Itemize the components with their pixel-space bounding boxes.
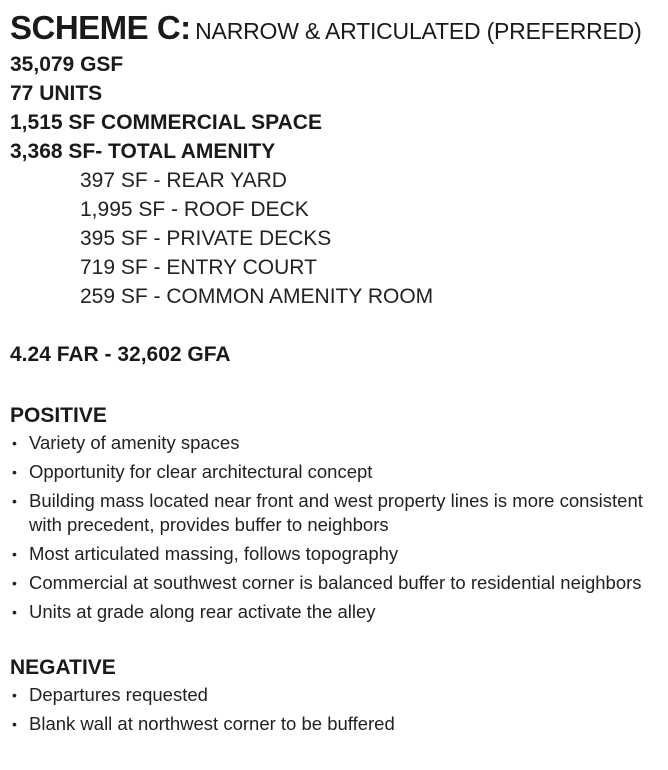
negative-heading: NEGATIVE <box>10 656 116 679</box>
title-subtitle: NARROW & ARTICULATED (PREFERRED) <box>195 18 642 44</box>
bullet-icon: • <box>12 604 17 620</box>
list-item-text: Opportunity for clear architectural concept <box>29 461 373 482</box>
page-title <box>10 6 662 50</box>
list-item <box>10 571 662 595</box>
positive-list <box>10 431 662 624</box>
list-item <box>10 712 662 736</box>
list-item <box>10 600 662 624</box>
stats-block <box>10 50 662 166</box>
amenity-breakdown-list <box>10 166 662 311</box>
list-item <box>10 460 662 484</box>
stat-units: 77 UNITS <box>10 82 103 105</box>
amenity-item-common-room: 259 SF - COMMON AMENITY ROOM <box>80 285 434 308</box>
far-summary: 4.24 FAR - 32,602 GFA <box>10 343 231 366</box>
bullet-icon: • <box>12 435 17 451</box>
bullet-icon: • <box>12 464 17 480</box>
list-item <box>10 542 662 566</box>
title-scheme: SCHEME C: <box>10 9 191 46</box>
bullet-icon: • <box>12 687 17 703</box>
amenity-item-entry-court: 719 SF - ENTRY COURT <box>80 256 317 279</box>
stat-total-amenity: 3,368 SF- TOTAL AMENITY <box>10 140 276 163</box>
stat-commercial: 1,515 SF COMMERCIAL SPACE <box>10 111 322 134</box>
stat-gsf: 35,079 GSF <box>10 53 124 76</box>
bullet-icon: • <box>12 546 17 562</box>
list-item-text: Blank wall at northwest corner to be buffered <box>29 713 395 734</box>
list-item <box>10 489 662 537</box>
bullet-icon: • <box>12 493 17 509</box>
list-item-text: Building mass located near front and west property lines is more consistent with precedent, provides buffer to neighbors <box>29 490 643 535</box>
list-item-text: Departures requested <box>29 684 208 705</box>
bullet-icon: • <box>12 575 17 591</box>
negative-list <box>10 683 662 736</box>
list-item-text: Units at grade along rear activate the alley <box>29 601 376 622</box>
positive-heading: POSITIVE <box>10 404 107 427</box>
list-item <box>10 683 662 707</box>
bullet-icon: • <box>12 716 17 732</box>
amenity-item-private-decks: 395 SF - PRIVATE DECKS <box>80 227 332 250</box>
amenity-item-roof-deck: 1,995 SF - ROOF DECK <box>80 198 309 221</box>
scheme-c-document <box>10 6 662 741</box>
list-item-text: Most articulated massing, follows topography <box>29 543 399 564</box>
list-item-text: Commercial at southwest corner is balanced buffer to residential neighbors <box>29 572 642 593</box>
amenity-item-rear-yard: 397 SF - REAR YARD <box>80 169 287 192</box>
list-item <box>10 431 662 455</box>
list-item-text: Variety of amenity spaces <box>29 432 240 453</box>
